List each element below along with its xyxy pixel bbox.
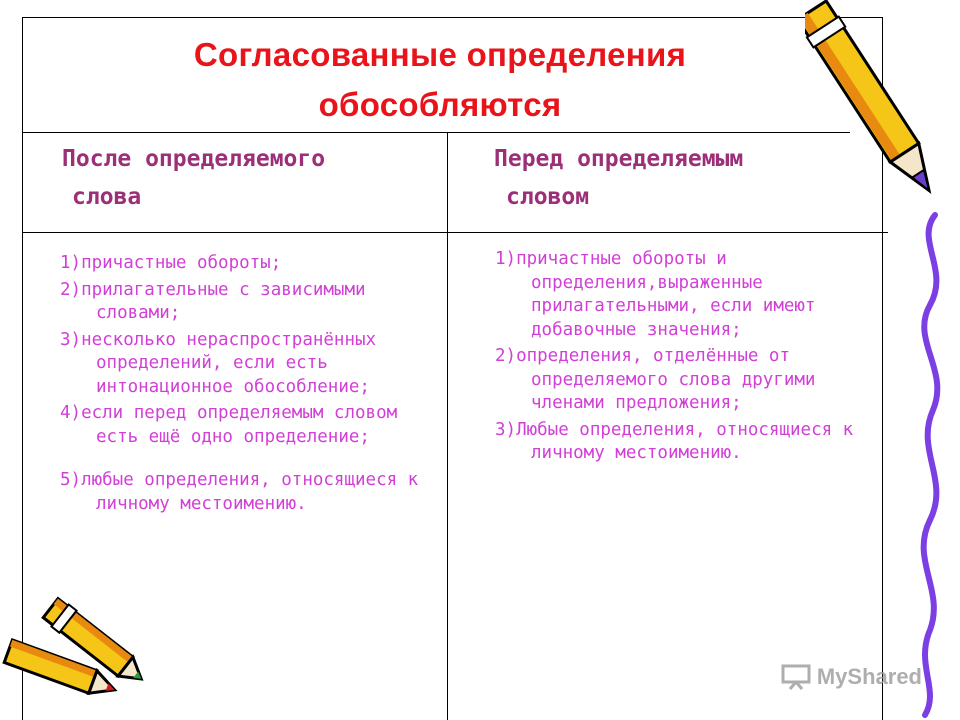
- left-rule-item: 5)любые определения, относящиеся к личному местоимению.: [60, 470, 419, 514]
- right-heading-line-1: Перед определяемым: [494, 146, 744, 172]
- left-rule-item: 4)если перед определяемым словом есть ещё одно определение;: [60, 403, 398, 447]
- slide-title-line-2: обособляются: [318, 86, 562, 123]
- right-heading-line-2: словом: [506, 184, 590, 210]
- left-rules-list: [60, 252, 425, 519]
- presentation-icon: [781, 664, 811, 690]
- right-rule-item: 1)причастные обороты и определения,выраженные прилагательными, если имеют добавочные значения;: [495, 249, 816, 340]
- left-heading-line-1: После определяемого: [62, 146, 326, 172]
- left-heading-line-2: слова: [72, 184, 142, 210]
- pencils-icon: [0, 580, 150, 720]
- right-column-heading: [494, 140, 743, 216]
- left-rule-item: 3)несколько нераспространённых определений, если есть интонационное обособление;: [60, 329, 377, 397]
- left-column-heading: [62, 140, 325, 216]
- squiggle-line-icon: [895, 210, 960, 720]
- slide-title: [60, 30, 820, 130]
- right-rules-list: [495, 248, 870, 469]
- right-rule-item: 2)определения, отделённые от определяемого слова другими членами предложения;: [495, 346, 816, 413]
- pencil-icon: [805, 0, 955, 230]
- header-divider-line: [22, 232, 888, 233]
- left-rule-item: 2)прилагательные с зависимыми словами;: [60, 279, 366, 323]
- watermark: [781, 664, 922, 690]
- watermark-text: MyShared: [816, 664, 922, 689]
- slide-title-line-1: Согласованные определения: [193, 36, 687, 73]
- left-rule-item: 1)причастные обороты;: [60, 253, 282, 273]
- center-divider-line: [447, 132, 448, 720]
- title-divider-line: [22, 132, 850, 133]
- top-border-line: [22, 17, 882, 18]
- right-rule-item: 3)Любые определения, относящиеся к личному местоимению.: [495, 419, 854, 463]
